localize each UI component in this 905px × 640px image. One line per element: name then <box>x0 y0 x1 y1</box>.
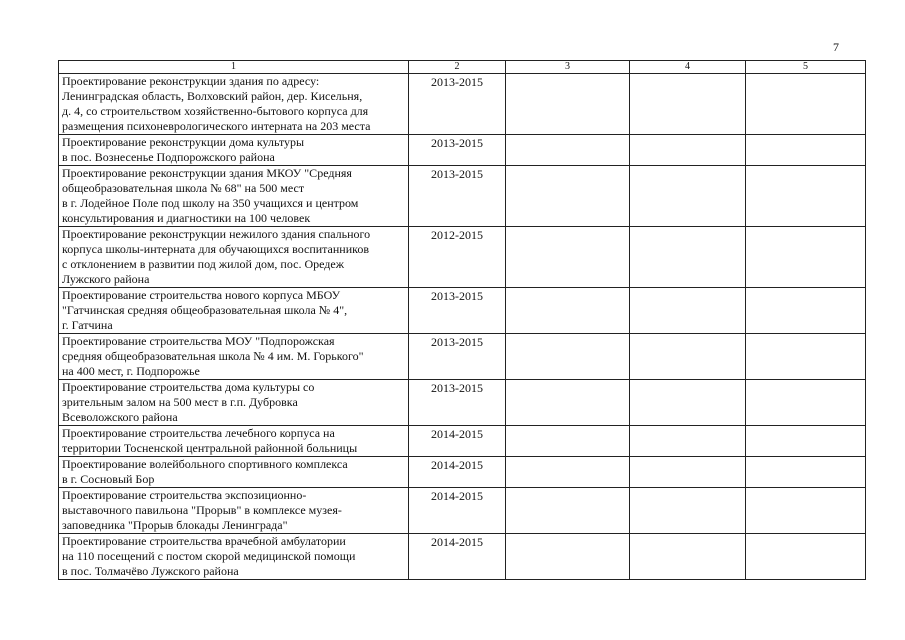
empty-cell-col-4 <box>630 135 746 166</box>
project-name-line: Проектирование реконструкции нежилого здания спального <box>62 227 371 241</box>
projects-table <box>58 60 866 580</box>
table-row <box>59 74 866 135</box>
project-name-line: Проектирование реконструкции здания по адресу: <box>62 74 320 88</box>
empty-cell-col-4 <box>630 74 746 135</box>
project-name-line: консультирования и диагностики на 100 человек <box>62 211 311 225</box>
project-name-line: в г. Лодейное Поле под школу на 350 учащихся и центром <box>62 196 359 210</box>
table-row <box>59 426 866 457</box>
project-name-line: зрительным залом на 500 мест в г.п. Дубровка <box>62 395 298 409</box>
project-name-line: корпуса школы-интерната для обучающихся воспитанников <box>62 242 370 256</box>
empty-cell-col-3 <box>506 135 630 166</box>
years-cell: 2014-2015 <box>409 488 506 534</box>
project-name-line: д. 4, со строительством хозяйственно-бытового корпуса для <box>62 104 369 118</box>
empty-cell-col-4 <box>630 457 746 488</box>
header-row <box>59 61 866 74</box>
years-cell: 2014-2015 <box>409 534 506 580</box>
project-name-cell <box>59 426 409 457</box>
project-name-cell <box>59 457 409 488</box>
column-header-4: 4 <box>630 61 746 74</box>
project-name-line: Проектирование реконструкции дома культуры <box>62 135 305 149</box>
empty-cell-col-5 <box>746 227 866 288</box>
project-name-line: Проектирование реконструкции здания МКОУ "Средняя <box>62 166 352 180</box>
table-row <box>59 166 866 227</box>
empty-cell-col-3 <box>506 166 630 227</box>
empty-cell-col-4 <box>630 426 746 457</box>
project-name-line: Проектирование строительства нового корпуса МБОУ <box>62 288 341 302</box>
years-cell: 2013-2015 <box>409 334 506 380</box>
years-cell: 2014-2015 <box>409 457 506 488</box>
table-row <box>59 534 866 580</box>
empty-cell-col-5 <box>746 488 866 534</box>
empty-cell-col-4 <box>630 380 746 426</box>
empty-cell-col-4 <box>630 534 746 580</box>
project-name-cell <box>59 334 409 380</box>
years-cell: 2013-2015 <box>409 288 506 334</box>
project-name-cell <box>59 534 409 580</box>
table-row <box>59 488 866 534</box>
empty-cell-col-3 <box>506 74 630 135</box>
column-header-3: 3 <box>506 61 630 74</box>
project-name-cell <box>59 166 409 227</box>
empty-cell-col-3 <box>506 334 630 380</box>
years-cell: 2013-2015 <box>409 74 506 135</box>
project-name-line: выставочного павильона "Прорыв" в комплексе музея- <box>62 503 342 517</box>
empty-cell-col-5 <box>746 74 866 135</box>
empty-cell-col-3 <box>506 288 630 334</box>
table-row <box>59 288 866 334</box>
project-name-line: заповедника "Прорыв блокады Ленинграда" <box>62 518 288 532</box>
empty-cell-col-3 <box>506 227 630 288</box>
table-body <box>59 74 866 580</box>
table-row <box>59 380 866 426</box>
years-cell: 2013-2015 <box>409 380 506 426</box>
empty-cell-col-5 <box>746 334 866 380</box>
years-cell: 2012-2015 <box>409 227 506 288</box>
project-name-line: в г. Сосновый Бор <box>62 472 155 486</box>
empty-cell-col-5 <box>746 380 866 426</box>
project-name-line: на 400 мест, г. Подпорожье <box>62 364 200 378</box>
project-name-cell <box>59 135 409 166</box>
table-row <box>59 135 866 166</box>
project-name-line: с отклонением в развитии под жилой дом, пос. Оредеж <box>62 257 345 271</box>
empty-cell-col-5 <box>746 135 866 166</box>
empty-cell-col-4 <box>630 227 746 288</box>
empty-cell-col-4 <box>630 166 746 227</box>
project-name-cell <box>59 227 409 288</box>
table-row <box>59 227 866 288</box>
empty-cell-col-3 <box>506 457 630 488</box>
project-name-line: средняя общеобразовательная школа № 4 им. М. Горького" <box>62 349 364 363</box>
project-name-line: в пос. Толмачёво Лужского района <box>62 564 239 578</box>
project-name-line: Проектирование строительства МОУ "Подпорожская <box>62 334 335 348</box>
empty-cell-col-5 <box>746 166 866 227</box>
project-name-line: Ленинградская область, Волховский район, дер. Кисельня, <box>62 89 363 103</box>
empty-cell-col-4 <box>630 334 746 380</box>
column-header-1: 1 <box>59 61 409 74</box>
empty-cell-col-4 <box>630 488 746 534</box>
project-name-line: Проектирование строительства лечебного корпуса на <box>62 426 335 440</box>
project-name-line: на 110 посещений с постом скорой медицинской помощи <box>62 549 356 563</box>
empty-cell-col-3 <box>506 534 630 580</box>
empty-cell-col-5 <box>746 457 866 488</box>
empty-cell-col-3 <box>506 426 630 457</box>
table-row <box>59 334 866 380</box>
project-name-line: г. Гатчина <box>62 318 113 332</box>
project-name-line: в пос. Вознесенье Подпорожского района <box>62 150 275 164</box>
empty-cell-col-5 <box>746 534 866 580</box>
project-name-line: Проектирование волейбольного спортивного комплекса <box>62 457 348 471</box>
project-name-cell <box>59 488 409 534</box>
project-name-line: Лужского района <box>62 272 150 286</box>
project-name-line: размещения психоневрологического интерната на 203 места <box>62 119 371 133</box>
years-cell: 2014-2015 <box>409 426 506 457</box>
project-name-line: территории Тосненской центральной районной больницы <box>62 441 358 455</box>
column-header-5: 5 <box>746 61 866 74</box>
project-name-cell <box>59 288 409 334</box>
empty-cell-col-5 <box>746 288 866 334</box>
project-name-line: Проектирование строительства экспозиционно- <box>62 488 307 502</box>
project-name-line: "Гатчинская средняя общеобразовательная школа № 4", <box>62 303 348 317</box>
empty-cell-col-3 <box>506 380 630 426</box>
project-name-line: Всеволожского района <box>62 410 178 424</box>
empty-cell-col-5 <box>746 426 866 457</box>
project-name-line: Проектирование строительства дома культуры со <box>62 380 315 394</box>
page-number: 7 <box>833 40 839 54</box>
empty-cell-col-3 <box>506 488 630 534</box>
project-name-line: Проектирование строительства врачебной амбулатории <box>62 534 346 548</box>
empty-cell-col-4 <box>630 288 746 334</box>
project-name-cell <box>59 380 409 426</box>
table-row <box>59 457 866 488</box>
project-name-line: общеобразовательная школа № 68" на 500 мест <box>62 181 305 195</box>
column-header-2: 2 <box>409 61 506 74</box>
years-cell: 2013-2015 <box>409 135 506 166</box>
years-cell: 2013-2015 <box>409 166 506 227</box>
project-name-cell <box>59 74 409 135</box>
